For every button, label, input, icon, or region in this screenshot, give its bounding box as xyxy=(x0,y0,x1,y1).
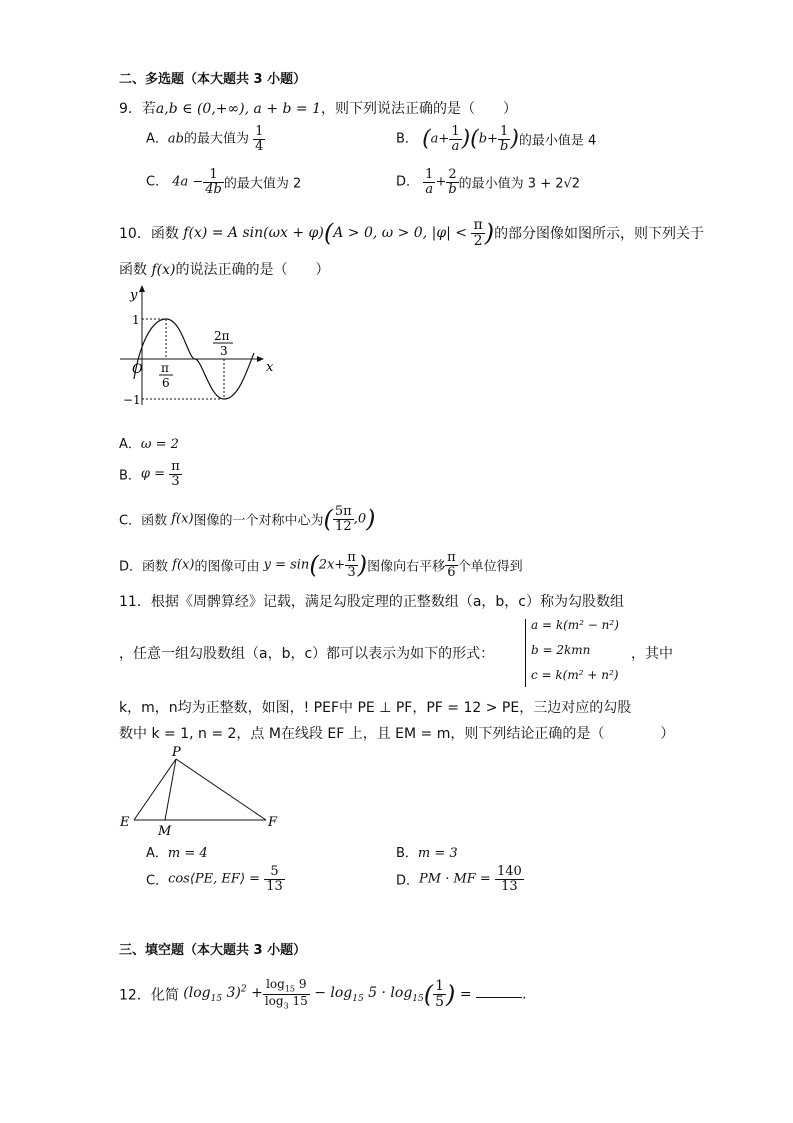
q10-option-a[interactable] xyxy=(119,433,179,452)
option-label: C． xyxy=(146,174,169,190)
option-label: D． xyxy=(396,873,420,889)
point-m-label: M xyxy=(158,824,172,837)
q10-option-b[interactable] xyxy=(119,460,182,488)
system-eq-b: b = 2kmn xyxy=(531,643,591,657)
stem-text: 函数 xyxy=(119,262,147,278)
triangle-figure xyxy=(116,742,286,837)
fraction: $\frac{1}{a}$ xyxy=(451,124,460,154)
section-header-multiple-choice: 二、多选题（本大题共 3 小题） xyxy=(119,72,307,87)
fraction: $\frac{140}{13}$ xyxy=(496,864,522,894)
option-text: 图像向右平移 xyxy=(367,559,446,575)
fraction: $\frac{1}{b}$ xyxy=(499,124,509,154)
q9-option-a[interactable] xyxy=(146,125,265,153)
question-10-stem-line2: 函数 f(x)的说法正确的是（ ） xyxy=(119,262,330,278)
stem-text: ，任意一组勾股数组（a，b，c）都可以表示为如下的形式： xyxy=(119,646,495,662)
origin-label: O xyxy=(132,362,143,377)
q9-option-d[interactable]: D． $\frac{1}{a}$ + $\frac{2}{b}$ 的最小值为 3 + 2√2 xyxy=(396,167,581,197)
fraction: $\frac{1}{4}$ xyxy=(255,124,264,154)
fraction: $\frac{\pi}{3}$ xyxy=(347,550,356,580)
option-text: 的最大值为 2 xyxy=(223,176,302,192)
y-tick-1: 1 xyxy=(132,313,140,327)
option-label: A． xyxy=(146,846,168,861)
question-11-stem-line2 xyxy=(119,643,494,663)
option-label: D． xyxy=(396,174,420,190)
option-math: ( xyxy=(422,126,431,152)
x-tick-2pi3-den: 3 xyxy=(220,344,228,358)
stem-text: 的部分图像如图所示，则下列关于 xyxy=(494,226,705,243)
x-label: x xyxy=(266,360,274,375)
q10-option-d[interactable]: D．函数 f(x)的图像可由 y = sin(2x+ $\frac{\pi}{3}$ )图像向右平移 $\frac{\pi}{6}$ 个单位得到 xyxy=(119,550,523,580)
question-11-stem-line3: k，m，n均为正整数，如图，! PEF中 PE ⊥ PF，PF = 12 > PE，三边对应的勾股 xyxy=(119,700,632,716)
stem-text: 函数 xyxy=(150,226,179,243)
option-text: 个单位得到 xyxy=(457,559,523,575)
option-label: D． xyxy=(119,559,143,575)
fraction: $\frac{1}{4b}$ xyxy=(205,167,222,197)
option-math: cos⟨PE, EF⟩ = xyxy=(168,871,261,887)
option-math: m = 4 xyxy=(167,846,208,861)
question-number: 9． xyxy=(119,101,142,117)
system-eq-a: a = k(m² − n²) xyxy=(531,618,619,632)
q9-option-b[interactable]: B． (a+ $\frac{1}{a}$ )(b+ $\frac{1}{b}$ )的最小值是 4 xyxy=(396,124,597,154)
stem-text-end: ，其中 xyxy=(631,646,673,662)
stem-text: 化简 xyxy=(150,987,179,1004)
q9-option-c[interactable]: C． 4a − $\frac{1}{4b}$ 的最大值为 2 xyxy=(146,167,302,197)
option-math: ω = 2 xyxy=(140,437,179,452)
option-text: 的图像可由 xyxy=(194,559,260,575)
fraction: $\frac{5\pi}{12}$ xyxy=(334,504,352,534)
fraction: $\frac{\pi}{2}$ xyxy=(473,217,483,249)
option-label: C． xyxy=(119,513,142,529)
y-label: y xyxy=(130,288,138,303)
x-axis-arrow xyxy=(257,356,264,362)
option-math: φ = xyxy=(140,466,166,482)
q11-option-c[interactable] xyxy=(146,865,285,893)
option-label: A． xyxy=(119,437,141,452)
fraction: $\frac{2}{b}$ xyxy=(448,167,457,197)
x-tick-2pi3-num: 2π xyxy=(214,329,230,343)
segment-pm xyxy=(165,759,176,820)
x-tick-pi6-den: 6 xyxy=(162,376,170,390)
option-label: B． xyxy=(396,846,418,861)
q11-option-a[interactable] xyxy=(146,842,208,861)
stem-text: ，则下列说法正确的是（ ） xyxy=(321,101,517,117)
y-axis-arrow xyxy=(139,285,145,292)
x-tick-pi6-num: π xyxy=(161,361,169,375)
option-math: m = 3 xyxy=(417,846,458,861)
stem-text: 若 xyxy=(141,101,156,117)
point-f-label: F xyxy=(268,815,278,830)
option-label: B． xyxy=(396,131,418,147)
point-p-label: P xyxy=(172,745,181,760)
question-11-stem-line1 xyxy=(119,591,624,611)
question-9-stem xyxy=(119,98,517,118)
segment-pf xyxy=(176,759,266,820)
stem-math: a,b ∈ (0,+∞), a + b = 1 xyxy=(155,101,321,117)
question-number: 11． xyxy=(119,594,151,610)
stem-text: 的说法正确的是（ ） xyxy=(175,262,330,278)
sine-graph xyxy=(112,283,287,413)
section-header-fill-in: 三、填空题（本大题共 3 小题） xyxy=(119,943,307,958)
option-math: ab xyxy=(167,131,184,147)
option-text: 图像的一个对称中心为 xyxy=(193,513,324,529)
option-label: C． xyxy=(146,873,169,889)
question-11-stem-line4: 数中 k = 1, n = 2，点 M在线段 EF 上，且 EM = m，则下列结论正确的是（ ） xyxy=(119,726,675,742)
q11-option-d[interactable] xyxy=(396,865,524,893)
y-tick-minus-1: −1 xyxy=(123,393,141,407)
fraction: $\frac{1}{5}$ xyxy=(435,978,445,1010)
option-math: PM · MF = xyxy=(419,871,491,887)
q11-option-b[interactable] xyxy=(396,842,458,861)
fraction: $\frac{\pi}{6}$ xyxy=(447,550,456,580)
fraction: $\frac{1}{a}$ xyxy=(425,167,434,197)
question-number: 12． xyxy=(119,987,151,1004)
point-e-label: E xyxy=(120,815,130,830)
stem-text: 根据《周髀算经》记载，满足勾股定理的正整数组（a，b，c）称为勾股数组 xyxy=(150,594,624,610)
option-text: 函数 xyxy=(142,559,169,575)
fraction: $\frac{\log_{15} 9}{\log_3 15}$ xyxy=(264,977,308,1011)
option-text: 的最小值为 3 + 2√2 xyxy=(458,176,581,192)
option-text: 的最小值是 4 xyxy=(518,133,597,149)
option-text: 的最大值为 xyxy=(183,131,249,147)
question-number: 10． xyxy=(119,226,151,243)
option-text: 函数 xyxy=(141,513,168,529)
q10-option-c[interactable]: C．函数 f(x)图像的一个对称中心为( $\frac{5\pi}{12}$ ,0) xyxy=(119,504,376,534)
answer-blank[interactable] xyxy=(476,985,522,998)
stem-text: . xyxy=(522,986,527,1003)
question-10-stem: 10．函数 f(x) = A sin(ωx + φ)(A > 0, ω > 0, |φ| < $\frac{\pi}{2}$ )的部分图像如图所示，则下列关于 xyxy=(119,217,705,249)
question-12-stem: 12．化简 ($\log_{15}$ 3)$^2$ + $\frac{\log_{15} 9}{\log_3 15}$ − $\log_{15} 5 \cdot \log_{15}$( $\frac{1}{5}$ ) = . xyxy=(119,977,527,1011)
equation-brace xyxy=(525,619,526,687)
system-eq-c: c = k(m² + n²) xyxy=(531,668,619,682)
option-label: A． xyxy=(146,131,168,147)
segment-ep xyxy=(134,759,176,820)
fraction: $\frac{5}{13}$ xyxy=(266,864,283,894)
option-label: B． xyxy=(119,468,141,484)
fraction: $\frac{\pi}{3}$ xyxy=(171,459,180,489)
